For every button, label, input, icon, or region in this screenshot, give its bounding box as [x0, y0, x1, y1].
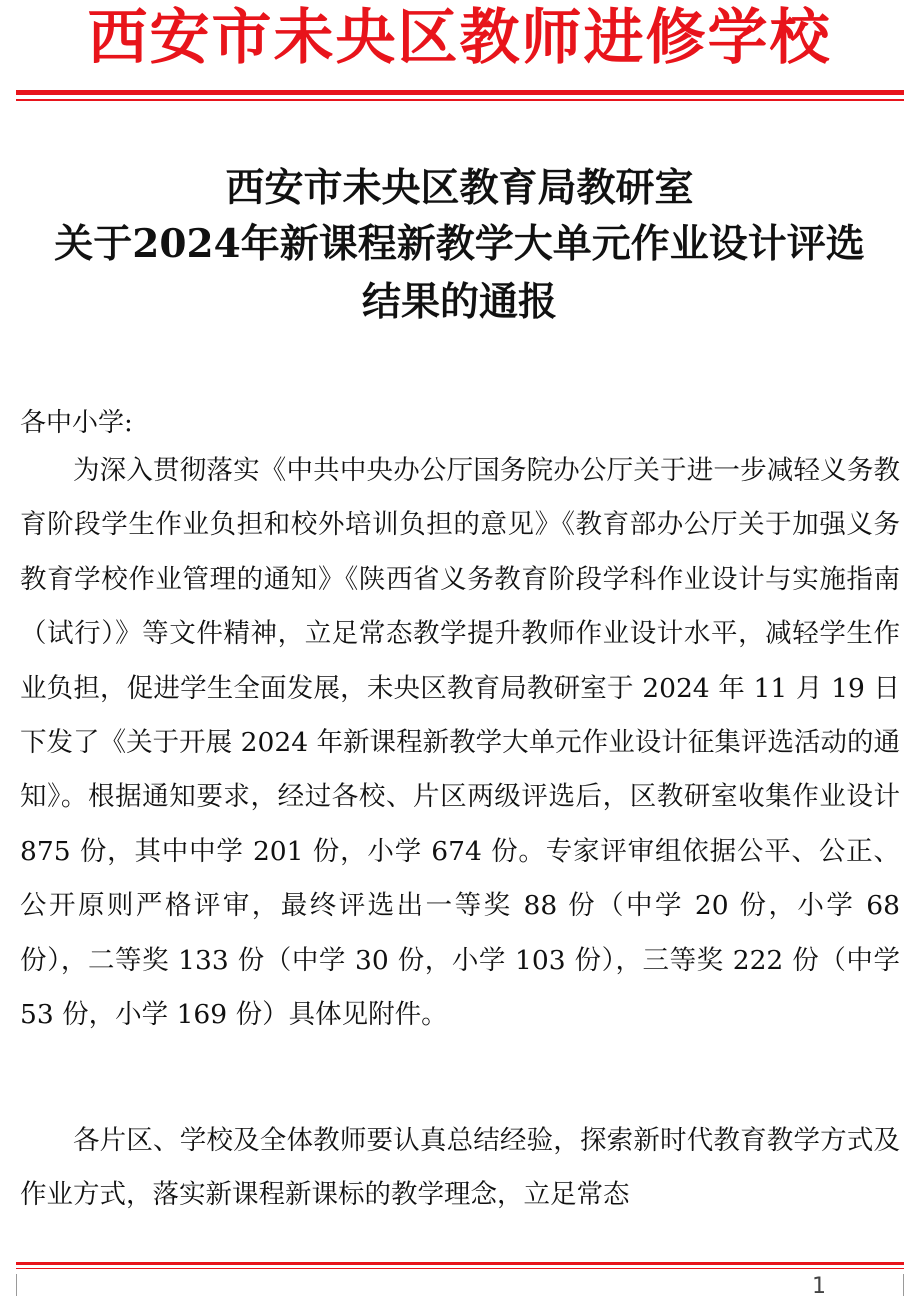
page-number: 1 — [812, 1274, 826, 1299]
letterhead-title: 西安市未央区教师进修学校 — [87, 3, 832, 73]
letterhead-rule-thin — [16, 99, 904, 101]
page-edge — [16, 1274, 904, 1296]
body-paragraph-1: 为深入贯彻落实《中共中央办公厅国务院办公厅关于进一步减轻义务教育阶段学生作业负担和校外培训负担的意见》《教育部办公厅关于加强义务教育学校作业管理的通知》《陕西省义务教育阶段学科作业设计与实施指南（试行）》等文件精神，立足常态教学提升教师作业设计水平，减轻学生作业负担，促进学生全面发展，未央区教育局教研室于 2024 年 11 月 19 日下发了《关于开展 2024 年新课程新教学大单元作业设计征集评选活动的通知》。根据通知要求，经过各校、片区两级评选后，区教研室收集作业设计 875 份，其中中学 201 份，小学 674 份。专家评审组依据公平、公正、公开原则严格评审，最终评选出一等奖 88 份（中学 20 份，小学 68 份），二等奖 133 份（中学 30 份，小学 103 份），三等奖 222 份（中学 53 份，小学 169 份）具体见附件。 — [20, 455, 900, 1031]
title-line-2: 关于2024年新课程新教学大单元作业设计评选 — [54, 221, 865, 267]
letterhead-rule-thick — [16, 90, 904, 95]
title-line-1: 西安市未央区教育局教研室 — [225, 165, 694, 211]
salutation: 各中小学: — [20, 408, 133, 438]
title-line-3: 结果的通报 — [361, 279, 557, 325]
footer-rule-thick — [16, 1262, 904, 1265]
footer-rule-thin — [16, 1268, 904, 1269]
body-paragraph-2: 各片区、学校及全体教师要认真总结经验，探索新时代教育教学方式及作业方式，落实新课程新课标的教学理念，立足常态 — [20, 1125, 900, 1211]
